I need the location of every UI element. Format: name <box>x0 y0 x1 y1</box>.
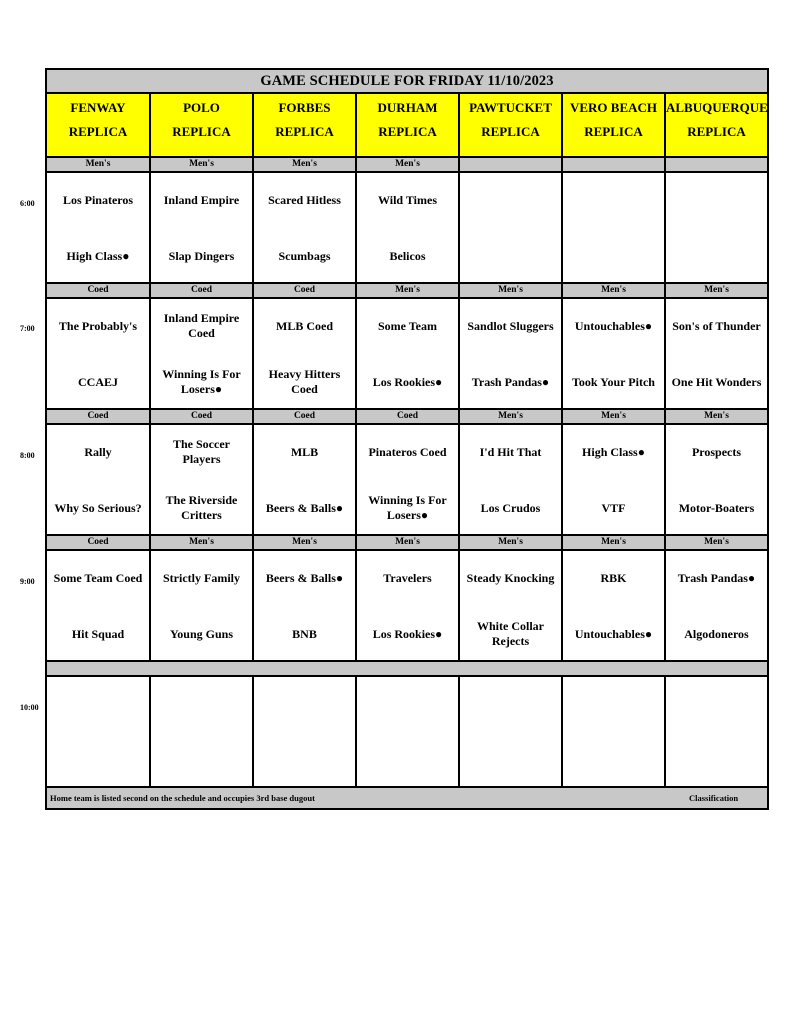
classification-cell: Men's <box>460 284 561 297</box>
home-team <box>254 744 355 776</box>
away-team <box>666 436 767 468</box>
team-name: Pinateros Coed <box>368 444 447 459</box>
field-name: POLO <box>183 100 220 115</box>
classification-cell <box>460 158 561 171</box>
home-team <box>460 492 561 524</box>
field-header <box>666 94 767 156</box>
team-name: MLB Coed <box>276 318 333 333</box>
field-header <box>47 94 149 156</box>
home-team <box>47 366 149 398</box>
home-team <box>666 618 767 650</box>
team-name: White Collar Rejects <box>477 619 544 648</box>
away-team <box>563 184 664 216</box>
classification-cell: Men's <box>563 536 664 549</box>
team-name: High Class● <box>66 248 130 263</box>
home-team <box>460 240 561 272</box>
schedule-title: GAME SCHEDULE FOR FRIDAY 11/10/2023 <box>47 70 767 92</box>
game-cell <box>666 551 767 660</box>
team-name: Inland Empire Coed <box>163 311 240 340</box>
classification-cell: Coed <box>357 410 458 423</box>
home-team <box>151 744 252 776</box>
away-team <box>460 310 561 342</box>
game-cell <box>151 299 252 408</box>
field-header <box>254 94 355 156</box>
game-cell <box>151 677 252 786</box>
away-team <box>460 688 561 720</box>
field-subtitle: REPLICA <box>584 124 643 139</box>
team-name: Son's of Thunder <box>672 318 761 333</box>
team-name: Steady Knocking <box>466 570 555 585</box>
game-cell <box>254 551 355 660</box>
away-team <box>47 562 149 594</box>
classification-cell: Men's <box>151 158 252 171</box>
team-name: Los Pinateros <box>62 192 134 207</box>
schedule-table <box>45 68 769 810</box>
field-subtitle: REPLICA <box>68 124 128 139</box>
classification-cell: Men's <box>563 410 664 423</box>
game-cell <box>563 551 664 660</box>
game-cell <box>151 425 252 534</box>
game-cell <box>460 425 561 534</box>
classification-cell: Coed <box>47 536 149 549</box>
classification-cell: Men's <box>357 536 458 549</box>
home-team <box>254 240 355 272</box>
field-name: ALBUQUERQUE <box>666 100 768 115</box>
game-cell <box>666 677 767 786</box>
team-name: Scumbags <box>278 248 331 263</box>
team-name: Algodoneros <box>684 626 749 641</box>
home-team <box>563 492 664 524</box>
away-team <box>357 184 458 216</box>
classification-cell: Men's <box>254 158 355 171</box>
game-cell <box>563 173 664 282</box>
field-subtitle: REPLICA <box>687 124 746 139</box>
field-name: FORBES <box>278 100 331 115</box>
away-team <box>666 184 767 216</box>
team-name: Los Rookies● <box>372 626 443 641</box>
classification-cell: Coed <box>47 284 149 297</box>
team-name: Winning Is For Losers● <box>162 367 241 396</box>
home-team <box>254 618 355 650</box>
game-cell <box>460 299 561 408</box>
away-team <box>563 436 664 468</box>
team-name: Motor-Boaters <box>678 500 755 515</box>
away-team <box>666 688 767 720</box>
classification-cell: Men's <box>563 284 664 297</box>
home-team <box>151 618 252 650</box>
team-name: Why So Serious? <box>54 500 142 515</box>
classification-label: Classification <box>689 793 739 803</box>
away-team <box>357 436 458 468</box>
team-name: The Riverside Critters <box>165 493 238 522</box>
away-team <box>357 688 458 720</box>
classification-cell <box>563 158 664 171</box>
game-cell <box>47 299 149 408</box>
field-name: DURHAM <box>377 100 438 115</box>
field-header <box>151 94 252 156</box>
time-label: 9:00 <box>20 577 35 586</box>
team-name: High Class● <box>582 444 645 459</box>
team-name: Wild Times <box>377 192 438 207</box>
home-team <box>666 240 767 272</box>
field-header <box>563 94 664 156</box>
away-team <box>357 562 458 594</box>
game-cell <box>460 173 561 282</box>
away-team <box>47 184 149 216</box>
team-name: Hit Squad <box>71 626 125 641</box>
game-cell <box>357 677 458 786</box>
away-team <box>47 436 149 468</box>
away-team <box>460 184 561 216</box>
away-team <box>151 436 252 468</box>
time-label: 7:00 <box>20 324 35 333</box>
team-name: Took Your Pitch <box>572 374 655 389</box>
classification-cell: Men's <box>47 158 149 171</box>
team-name: BNB <box>292 626 317 641</box>
away-team <box>254 310 355 342</box>
team-name: Beers & Balls● <box>265 500 344 515</box>
team-name: Travelers <box>383 570 432 585</box>
home-team <box>460 744 561 776</box>
home-team <box>460 366 561 398</box>
home-team <box>666 492 767 524</box>
classification-cell: Men's <box>254 536 355 549</box>
team-name: Belicos <box>389 248 426 263</box>
field-name: FENWAY <box>70 100 126 115</box>
team-name: VTF <box>601 500 626 515</box>
home-team <box>357 744 458 776</box>
game-cell <box>563 425 664 534</box>
classification-cell: Men's <box>151 536 252 549</box>
away-team <box>47 688 149 720</box>
home-team <box>563 618 664 650</box>
away-team <box>151 562 252 594</box>
home-team <box>254 366 355 398</box>
game-cell <box>47 677 149 786</box>
home-team <box>666 366 767 398</box>
field-header <box>460 94 561 156</box>
home-team <box>47 492 149 524</box>
classification-cell: Coed <box>151 410 252 423</box>
away-team <box>254 562 355 594</box>
team-name: The Probably's <box>58 318 138 333</box>
field-subtitle: REPLICA <box>378 124 437 139</box>
home-team <box>357 240 458 272</box>
game-cell <box>151 173 252 282</box>
home-team <box>563 366 664 398</box>
classification-cell: Men's <box>666 536 767 549</box>
classification-cell: Men's <box>666 410 767 423</box>
home-team <box>460 618 561 650</box>
home-team <box>151 366 252 398</box>
field-subtitle: REPLICA <box>275 124 334 139</box>
away-team <box>151 184 252 216</box>
classification-cell: Men's <box>666 284 767 297</box>
classification-cell <box>666 158 767 171</box>
away-team <box>563 310 664 342</box>
classification-cell: Men's <box>357 158 458 171</box>
classification-cell: Coed <box>254 284 355 297</box>
home-team-note: Home team is listed second on the schedule and occupies 3rd base dugout <box>50 793 315 803</box>
team-name: Inland Empire <box>163 192 240 207</box>
away-team <box>254 436 355 468</box>
field-name: PAWTUCKET <box>469 100 552 115</box>
team-name: Los Rookies● <box>372 374 443 389</box>
time-label: 10:00 <box>20 703 39 712</box>
team-name: Slap Dingers <box>168 248 235 263</box>
game-cell <box>563 299 664 408</box>
team-name: Sandlot Sluggers <box>467 318 554 333</box>
field-subtitle: REPLICA <box>172 124 231 139</box>
away-team <box>151 688 252 720</box>
game-cell <box>47 551 149 660</box>
team-name: Prospects <box>691 444 742 459</box>
game-cell <box>254 299 355 408</box>
game-cell <box>357 173 458 282</box>
home-team <box>666 744 767 776</box>
classification-cell: Coed <box>151 284 252 297</box>
team-name: Strictly Family <box>163 570 240 585</box>
team-name: Heavy Hitters Coed <box>268 367 341 396</box>
away-team <box>563 562 664 594</box>
away-team <box>666 310 767 342</box>
field-header <box>357 94 458 156</box>
time-label: 6:00 <box>20 199 35 208</box>
game-cell <box>47 173 149 282</box>
away-team <box>460 562 561 594</box>
home-team <box>563 240 664 272</box>
game-cell <box>357 299 458 408</box>
home-team <box>563 744 664 776</box>
team-name: One Hit Wonders <box>671 374 762 389</box>
team-name: I'd Hit That <box>479 444 542 459</box>
field-subtitle: REPLICA <box>481 124 540 139</box>
classification-cell: Coed <box>47 410 149 423</box>
game-cell <box>254 425 355 534</box>
team-name: Some Team <box>377 318 437 333</box>
away-team <box>460 436 561 468</box>
game-cell <box>666 425 767 534</box>
team-name: The Soccer Players <box>173 437 230 466</box>
game-cell <box>460 677 561 786</box>
away-team <box>151 310 252 342</box>
classification-cell: Men's <box>460 536 561 549</box>
game-cell <box>47 425 149 534</box>
team-name: Some Team Coed <box>53 570 143 585</box>
team-name: CCAEJ <box>77 374 118 389</box>
away-team <box>254 688 355 720</box>
game-cell <box>666 299 767 408</box>
home-team <box>47 744 149 776</box>
home-team <box>47 618 149 650</box>
game-cell <box>254 677 355 786</box>
time-label: 8:00 <box>20 451 35 460</box>
team-name: Los Crudos <box>480 500 541 515</box>
team-name: Young Guns <box>169 626 234 641</box>
home-team <box>151 240 252 272</box>
team-name: Rally <box>84 444 112 459</box>
away-team <box>666 562 767 594</box>
team-name: Scared Hitless <box>268 192 341 207</box>
schedule-footer <box>47 788 767 808</box>
away-team <box>254 184 355 216</box>
team-name: Beers & Balls● <box>265 570 344 585</box>
away-team <box>47 310 149 342</box>
team-name: RBK <box>600 570 627 585</box>
team-name: Trash Pandas● <box>677 570 756 585</box>
game-cell <box>563 677 664 786</box>
classification-cell: Men's <box>460 410 561 423</box>
game-cell <box>460 551 561 660</box>
team-name: Winning Is For Losers● <box>368 493 447 522</box>
home-team <box>47 240 149 272</box>
classification-cell: Coed <box>254 410 355 423</box>
home-team <box>151 492 252 524</box>
team-name: Untouchables● <box>574 626 653 641</box>
game-cell <box>254 173 355 282</box>
away-team <box>563 688 664 720</box>
field-name: VERO BEACH <box>569 100 658 115</box>
team-name: Untouchables● <box>574 318 653 333</box>
team-name: MLB <box>290 444 319 459</box>
game-cell <box>666 173 767 282</box>
away-team <box>357 310 458 342</box>
home-team <box>254 492 355 524</box>
classification-cell: Men's <box>357 284 458 297</box>
home-team <box>357 618 458 650</box>
home-team <box>357 366 458 398</box>
game-cell <box>357 551 458 660</box>
class-band <box>47 662 767 675</box>
game-cell <box>357 425 458 534</box>
team-name: Trash Pandas● <box>471 374 550 389</box>
home-team <box>357 492 458 524</box>
game-cell <box>151 551 252 660</box>
